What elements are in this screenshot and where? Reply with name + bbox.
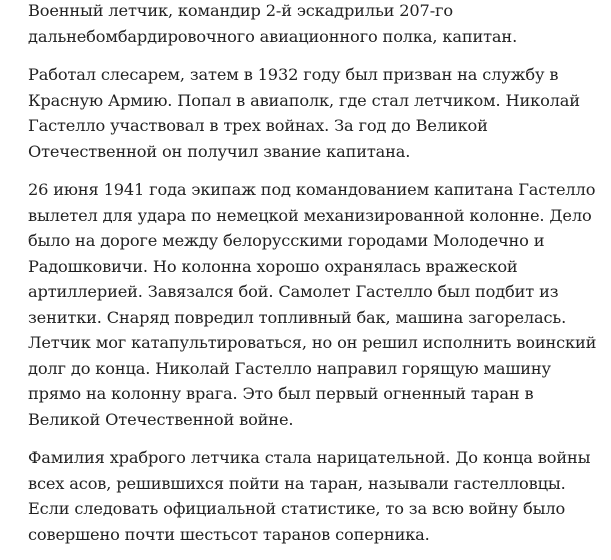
paragraph-4: Фамилия храброго летчика стала нарицательной. До конца войны всех асов, решившихся пойти на таран, называли гастелловцы. Если следовать официальной статистике, то за всю войну было совершено почти шестьсот таранов соперника. [28,448,591,544]
paragraph-1: Военный летчик, командир 2-й эскадрильи 207-го дальнебомбардировочного авиационного полка, капитан. [28,1,518,46]
paragraph-2: Работал слесарем, затем в 1932 году был призван на службу в Красную Армию. Попал в авиаполк, где стал летчиком. Николай Гастелло участвовал в трех войнах. За год до Великой Отечественной он получил звание капитана. [28,65,580,161]
article-body [28,0,598,560]
paragraph-3: 26 июня 1941 года экипаж под командованием капитана Гастелло вылетел для удара по немецкой механизированной колонне. Дело было на дороге между белорусскими городами Молодечно и Радошковичи. Но колонна хорошо охранялась вражеской артиллерией. Завязался бой. Самолет Гастелло был подбит из зенитки. Снаряд повредил топливный бак, машина загорелась. Летчик мог катапультироваться, но он решил исполнить воинский долг до конца. Николай Гастелло направил горящую машину прямо на колонну врага. Это был первый огненный таран в Великой Отечественной войне. [28,180,597,429]
